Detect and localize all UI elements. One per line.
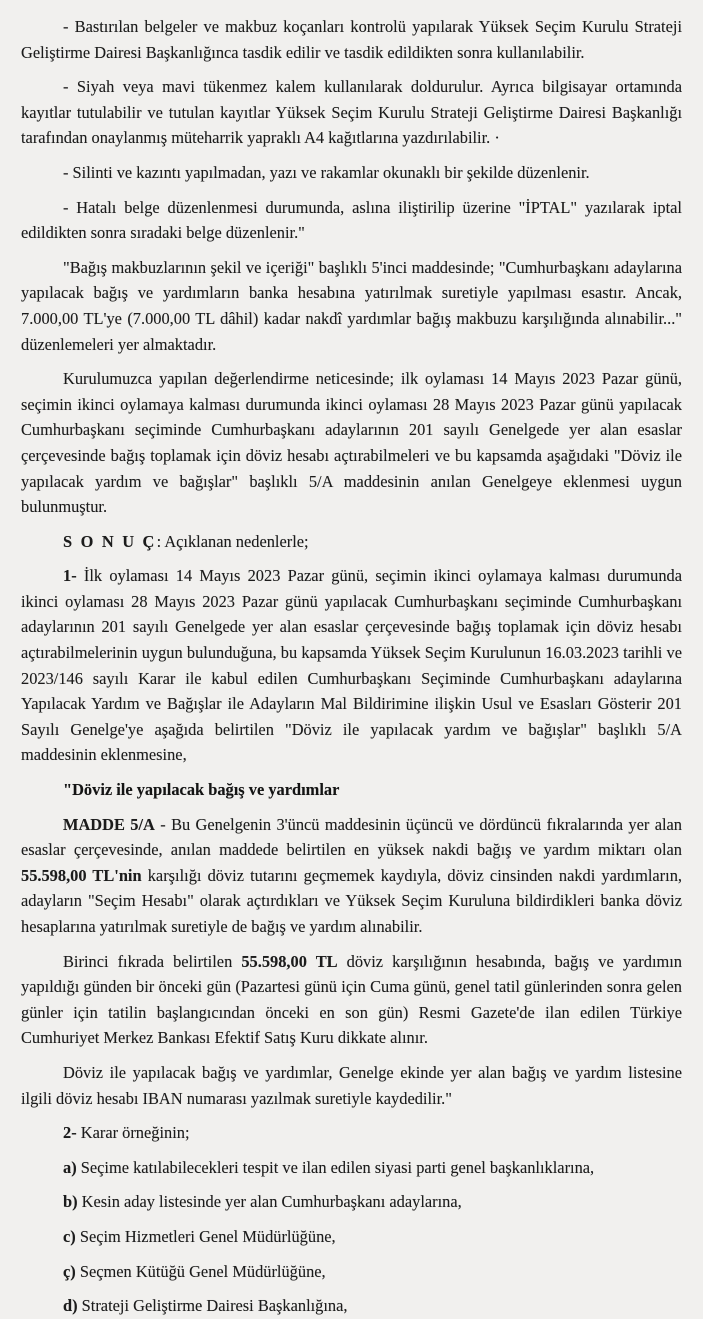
paragraph-bastirilan-belgeler: - Bastırılan belgeler ve makbuz koçanları kontrolü yapılarak Yüksek Seçim Kurulu Strateji Geliştirme Dairesi Başkanlığınca tasdik edilir ve tasdik edildikten sonra kullanılabilir. xyxy=(21,17,682,62)
madde-marker: MADDE 5/A xyxy=(63,814,155,834)
list-item-marker: c) xyxy=(63,1226,76,1246)
list-item xyxy=(21,1293,682,1319)
list-item-marker: d) xyxy=(63,1296,78,1316)
list-item-text: Kesin aday listesinde yer alan Cumhurbaşkanı adaylarına, xyxy=(77,1192,462,1212)
list-item xyxy=(21,1155,682,1181)
birinci-amount-bold: 55.598,00 TL xyxy=(241,951,338,971)
birinci-part-2: döviz karşılığının hesabında, bağış ve yardımın yapıldığı günden bir önceki gün (Pazartesi günü için Cuma günü, genel tatil günlerinden sonra gelen günler için tatilin başlangıcından önceki en son gün) Resmi Gazete'de ilan edilen Türkiye Cumhuriyet Merkez Bankası Efektif Satış Kuru dikkate alınır. xyxy=(21,951,682,1048)
item-1-marker: 1- xyxy=(63,566,77,586)
item-1-text: İlk oylaması 14 Mayıs 2023 Pazar günü, seçimin ikinci oylamaya kalması durumunda ikinci oylaması 28 Mayıs 2023 Pazar günü yapılacak Cumhurbaşkanı seçiminde Cumhurbaşkanı adaylarının 201 sayılı Genelgede yer alan esaslar çerçevesinde bağış toplamak için döviz hesabı açtırabilmelerinin uygun bulunduğuna, bu kapsamda Yüksek Seçim Kurulunun 16.03.2023 tarihli ve 2023/146 sayılı Karar ile kabul edilen Cumhurbaşkanı Seçiminde Cumhurbaşkanı adaylarına Yapılacak Yardım ve Bağışlar ile Adayların Mal Bildirimine ilişkin Usul ve Esasları Gösterir 201 Sayılı Genelge'ye aşağıda belirtilen "Döviz ile yapılacak yardım ve bağışlar" başlıklı 5/A maddesinin eklenmesine, xyxy=(21,566,682,765)
sonuc-line xyxy=(21,529,682,555)
list-item-text: Seçime katılabilecekleri tespit ve ilan edilen siyasi parti genel başkanlıklarına, xyxy=(76,1157,595,1177)
list-item-marker: ç) xyxy=(63,1261,76,1281)
sonuc-text: : Açıklanan nedenlerle; xyxy=(156,531,309,551)
paragraph-doviz-kayit: Döviz ile yapılacak bağış ve yardımlar, Genelge ekinde yer alan bağış ve yardım listesine ilgili döviz hesabı IBAN numarası yazılmak suretiyle kaydedilir." xyxy=(21,1062,682,1108)
document-body xyxy=(21,14,682,1319)
paragraph-hatali-belge: - Hatalı belge düzenlenmesi durumunda, aslına iliştirilip üzerine "İPTAL" yazılarak iptal edildikten sonra sıradaki belge düzenlenir." xyxy=(21,197,682,243)
list-item xyxy=(21,1189,682,1215)
list-item-text: Seçim Hizmetleri Genel Müdürlüğüne, xyxy=(75,1226,336,1246)
paragraph-silinti-kazinti: - Silinti ve kazıntı yapılmadan, yazı ve rakamlar okunaklı bir şekilde düzenlenir. xyxy=(63,162,590,182)
madde-part-2: karşılığı döviz tutarını geçmemek kaydıyla, döviz cinsinden nakdi yardımların, adayların "Seçim Hesabı" olarak açtırdıkları ve Yüksek Seçim Kuruluna bildirdikleri banka döviz hesaplarına yatırılmak suretiyle de bağış ve yardım alınabilir. xyxy=(21,865,682,936)
list-item xyxy=(21,1224,682,1250)
list-item-marker: b) xyxy=(63,1192,78,1212)
paragraph-item-2 xyxy=(21,1120,682,1146)
madde-part-1: - Bu Genelgenin 3'üncü maddesinin üçüncü ve dördüncü fıkralarında yer alan esaslar çerçevesinde, anılan maddede belirtilen en yüksek nakdi bağış ve yardım miktarı olan xyxy=(21,814,682,860)
subheading-doviz-ile-yapilacak: "Döviz ile yapılacak bağış ve yardımlar xyxy=(63,780,340,800)
paragraph-item-1 xyxy=(21,563,682,768)
paragraph-kurulumuzca: Kurulumuzca yapılan değerlendirme neticesinde; ilk oylaması 14 Mayıs 2023 Pazar günü, seçimin ikinci oylamaya kalması durumunda ikinci oylaması 28 Mayıs 2023 Pazar günü yapılacak Cumhurbaşkanı seçiminde Cumhurbaşkanı adaylarının 201 sayılı Genelgede yer alan esaslar çerçevesinde bağış toplamak için döviz hesabı açtırabilmeleri ve bu kapsamda aşağıdaki "Döviz ile yapılacak yardım ve bağışlar" başlıklı 5/A maddesinin anılan Genelgeye eklenmesi uygun bulunmuştur. xyxy=(21,369,682,517)
item-2-marker: 2- xyxy=(63,1123,77,1143)
item-2-text: Karar örneğinin; xyxy=(76,1123,190,1143)
list-item-marker: a) xyxy=(63,1157,77,1177)
paragraph-siyah-veya-mavi: - Siyah veya mavi tükenmez kalem kullanılarak doldurulur. Ayrıca bilgisayar ortamında kayıtlar tutulabilir ve tutulan kayıtlar Yüksek Seçim Kurulu Strateji Geliştirme Dairesi Başkanlığı tarafından onaylanmış müteharrik yapraklı A4 kağıtlarına yazdırılabilir. · xyxy=(21,77,682,148)
list-item-text: Strateji Geliştirme Dairesi Başkanlığına, xyxy=(77,1296,348,1316)
paragraph-birinci-fikra xyxy=(21,949,682,1051)
birinci-part-1: Birinci fıkrada belirtilen xyxy=(63,951,242,971)
madde-amount-bold: 55.598,00 TL'nin xyxy=(21,865,142,885)
sonuc-label: S O N U Ç xyxy=(63,531,157,551)
paragraph-bagis-makbuzlari: "Bağış makbuzlarının şekil ve içeriği" başlıklı 5'inci maddesinde; "Cumhurbaşkanı adaylarına yapılacak bağış ve yardımların banka hesabına yatırılmak suretiyle yapılması esastır. Ancak, 7.000,00 TL'ye (7.000,00 TL dâhil) kadar nakdî yardımlar bağış makbuzu karşılığında alınabilir..." düzenlemeleri yer almaktadır. xyxy=(21,257,682,354)
list-item xyxy=(21,1259,682,1285)
list-item-text: Seçmen Kütüğü Genel Müdürlüğüne, xyxy=(75,1261,326,1281)
paragraph-madde-5a xyxy=(21,812,682,940)
